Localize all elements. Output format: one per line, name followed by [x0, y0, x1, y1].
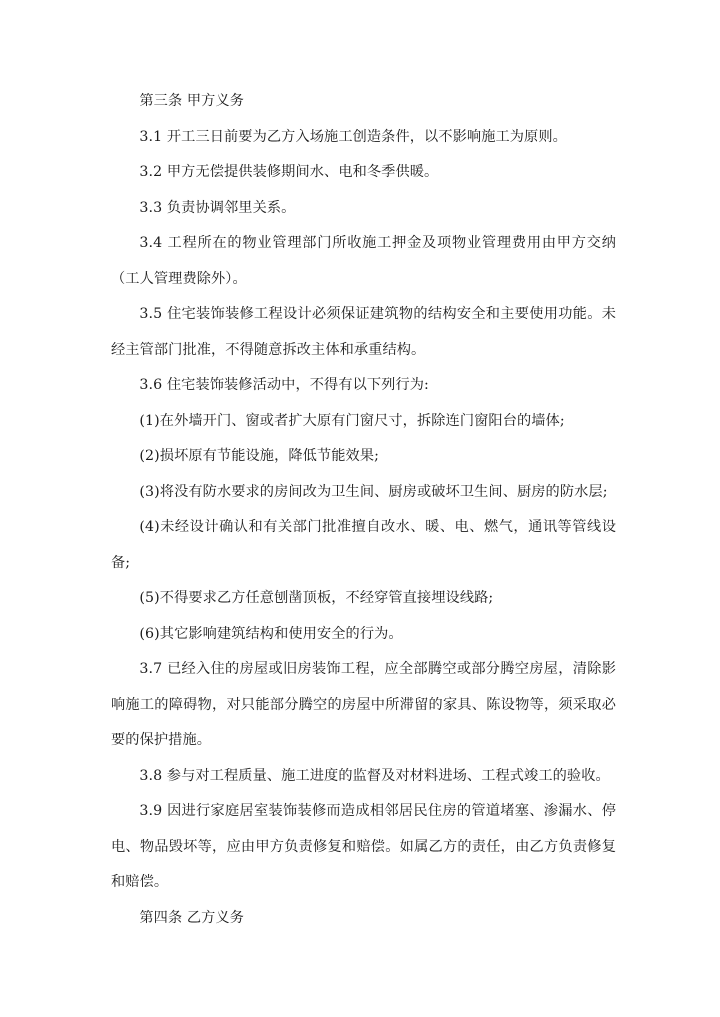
- clause-3-6-item-6: (6)其它影响建筑结构和使用安全的行为。: [139, 625, 403, 642]
- document-body: [111, 84, 616, 936]
- clause-3-9: 3.9 因进行家庭居室装饰装修而造成相邻居民住房的管道堵塞、渗漏水、停电、物品毁坏等，应由甲方负责修复和赔偿。如属乙方的责任，由乙方负责修复和赔偿。: [111, 803, 616, 890]
- clause-3-6-item-3: (3)将没有防水要求的房间改为卫生间、厨房或破坏卫生间、厨房的防水层;: [139, 483, 608, 500]
- clause-3-8: 3.8 参与对工程质量、施工进度的监督及对材料进场、工程式竣工的验收。: [139, 767, 610, 784]
- clause-3-6-item-1: (1)在外墙开门、窗或者扩大原有门窗尺寸，拆除连门窗阳台的墙体;: [139, 412, 565, 429]
- clause-3-6: 3.6 住宅装饰装修活动中，不得有以下列行为:: [139, 377, 429, 393]
- clause-3-3: 3.3 负责协调邻里关系。: [139, 199, 296, 216]
- clause-3-6-item-4: (4)未经设计确认和有关部门批准擅自改水、暖、电、燃气，通讯等管线设备;: [111, 519, 616, 571]
- clause-3-4: 3.4 工程所在的物业管理部门所收施工押金及项物业管理费用由甲方交纳（工人管理费除外）。: [111, 235, 616, 287]
- section-heading-article-3: 第三条 甲方义务: [139, 93, 245, 109]
- clause-3-7: 3.7 已经入住的房屋或旧房装饰工程，应全部腾空或部分腾空房屋，清除影响施工的障碍物，对只能部分腾空的房屋中所滞留的家具、陈设物等，须采取必要的保护措施。: [111, 661, 616, 748]
- clause-3-6-item-5: (5)不得要求乙方任意刨凿顶板，不经穿管直接埋设线路;: [139, 590, 494, 606]
- clause-3-5: 3.5 住宅装饰装修工程设计必须保证建筑物的结构安全和主要使用功能。未经主管部门批准，不得随意拆改主体和承重结构。: [111, 306, 616, 358]
- clause-3-2: 3.2 甲方无偿提供装修期间水、电和冬季供暖。: [139, 164, 439, 180]
- clause-3-1: 3.1 开工三日前要为乙方入场施工创造条件，以不影响施工为原则。: [139, 128, 567, 145]
- section-heading-article-4: 第四条 乙方义务: [139, 909, 245, 926]
- clause-3-6-item-2: (2)损坏原有节能设施，降低节能效果;: [139, 448, 379, 464]
